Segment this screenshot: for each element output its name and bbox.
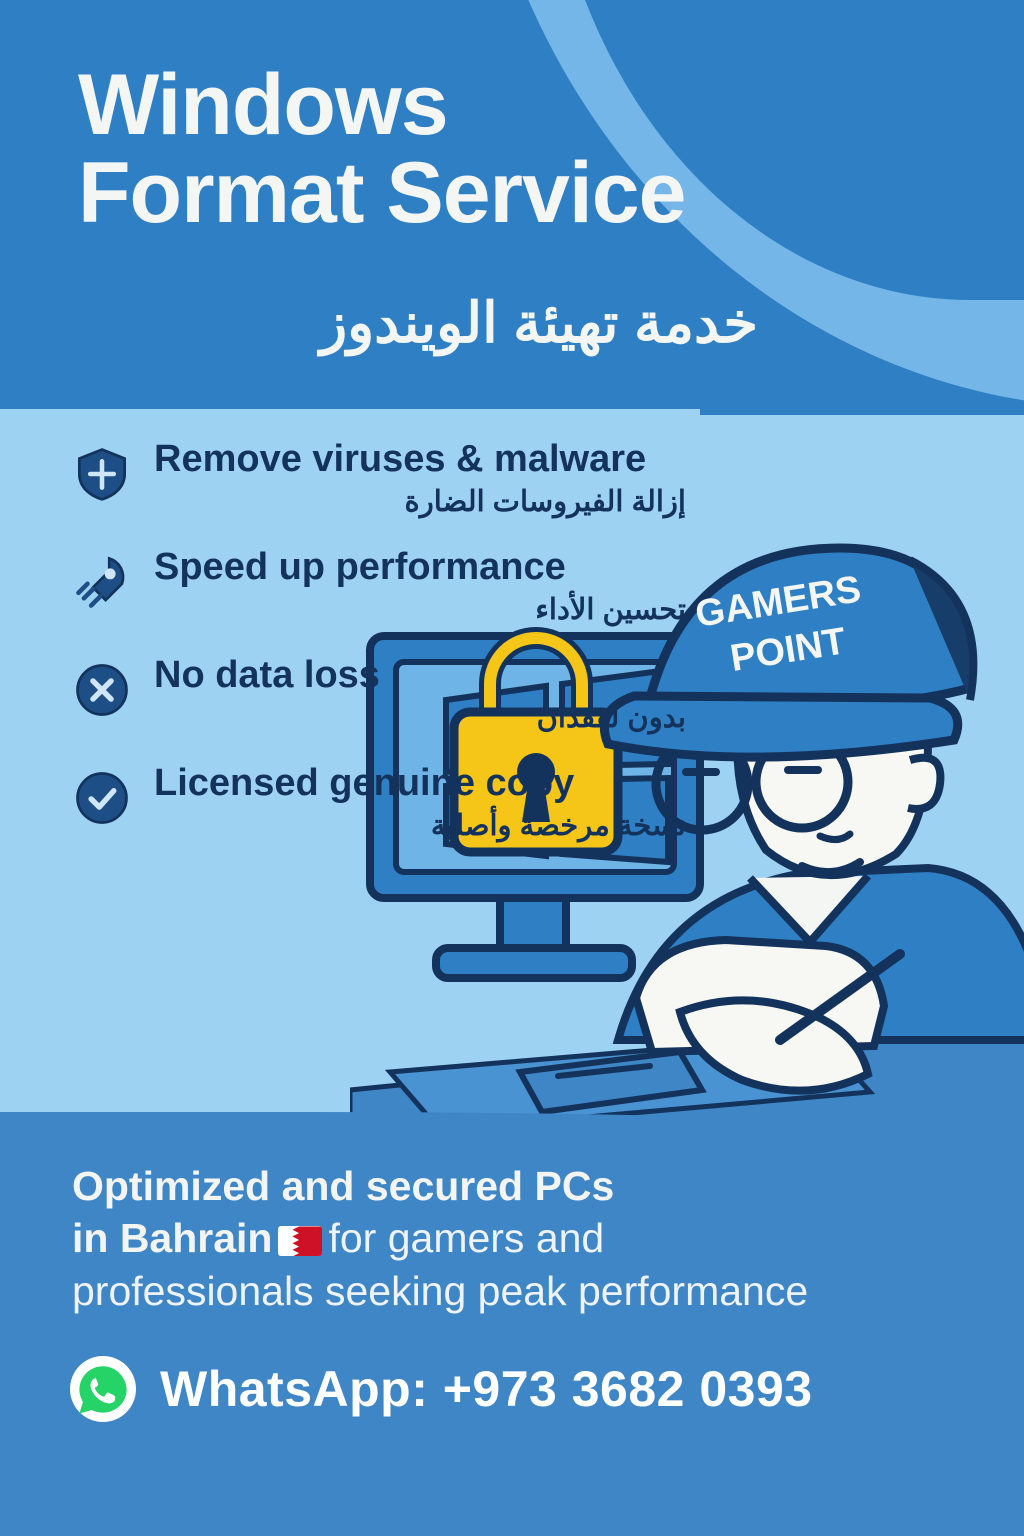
feature-item-remove-viruses: [66, 438, 686, 524]
feature-label-ar: إزالة الفيروسات الضارة: [404, 485, 686, 518]
feature-label-en: Remove viruses & malware: [154, 438, 647, 480]
feature-label-en: No data loss: [154, 654, 380, 696]
feature-label-ar: بدون لفقدان: [536, 701, 686, 734]
whatsapp-contact[interactable]: [70, 1356, 813, 1422]
feature-item-licensed-copy: [66, 762, 686, 848]
feature-label-en: Speed up performance: [154, 546, 566, 588]
page-title-arabic: خدمة تهيئة الويندوز: [320, 291, 758, 354]
tagline-part-2: in Bahrain: [72, 1215, 273, 1262]
page-title: [78, 57, 958, 241]
tagline: [72, 1160, 952, 1317]
feature-label-en: Licensed genuine copy: [154, 762, 575, 804]
feature-label-ar: نسخة مرخصة وأصلية: [430, 809, 686, 842]
tagline-part-3: for gamers and: [328, 1215, 605, 1262]
whatsapp-label[interactable]: WhatsApp: +973 3682 0393: [160, 1361, 813, 1417]
cap-text-line-2: POINT: [727, 620, 849, 680]
feature-item-speed-up: [66, 546, 686, 632]
feature-label-ar: تحسين الأداء: [535, 593, 686, 626]
feature-list: [66, 438, 686, 870]
bahrain-flag-icon: [278, 1226, 322, 1256]
check-circle-icon: [70, 766, 134, 830]
tagline-part-4: professionals seeking peak performance: [72, 1267, 809, 1314]
x-circle-icon: [70, 658, 134, 722]
shield-icon: [70, 442, 134, 506]
title-line-2: Format Service: [78, 144, 686, 241]
whatsapp-icon[interactable]: [70, 1356, 136, 1422]
feature-item-no-data-loss: [66, 654, 686, 740]
title-line-1: Windows: [78, 57, 448, 153]
tagline-part-1: Optimized and secured PCs: [72, 1163, 615, 1209]
rocket-icon: [70, 550, 134, 614]
cap-text-line-1: GAMERS: [692, 568, 864, 636]
